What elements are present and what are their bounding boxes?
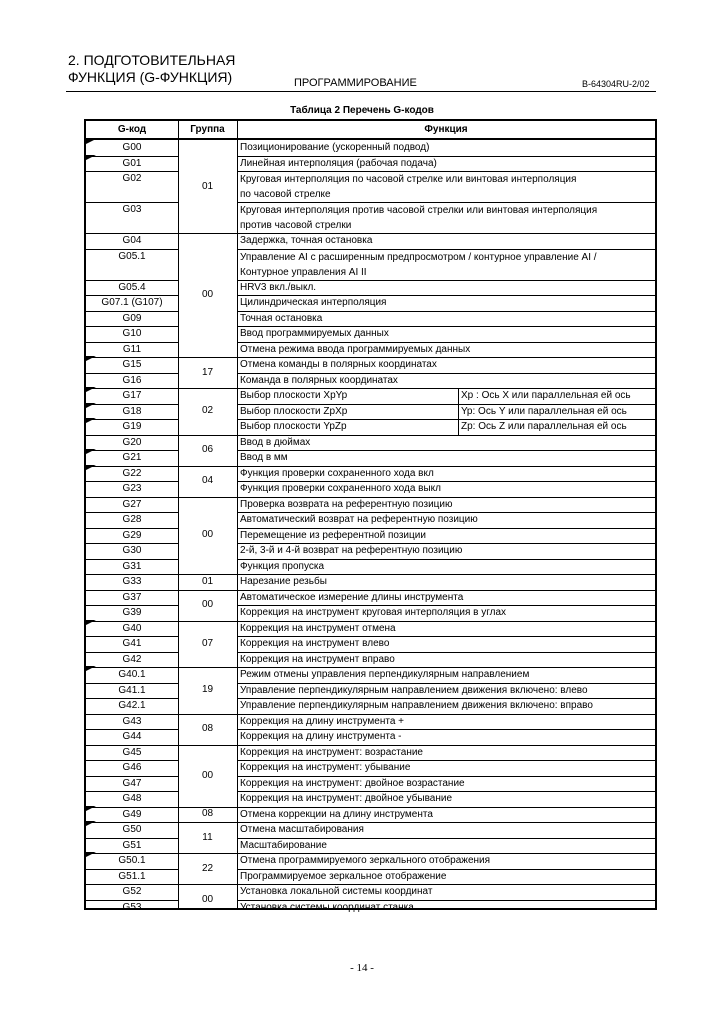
table-row-code: G50.1 — [118, 855, 146, 866]
table-row-code: G50 — [122, 824, 142, 835]
group-cell: 00 — [201, 893, 214, 905]
header-rule — [66, 91, 656, 92]
chapter-title-line1: 2. ПОДГОТОВИТЕЛЬНАЯ — [68, 52, 236, 68]
group-cell: 22 — [201, 862, 214, 874]
table-row-function: Масштабирование — [240, 839, 327, 851]
group-cell: 06 — [201, 444, 214, 455]
table-row-code: G31 — [122, 560, 142, 572]
default-marker-icon — [84, 449, 96, 455]
table-row-code: G28 — [122, 514, 142, 525]
table-row-code: G41.1 — [118, 684, 146, 696]
table-row-code: G46 — [122, 762, 142, 773]
table-row-function: Ввод в дюймах — [240, 436, 311, 448]
table-row-code: G05.1 — [118, 250, 146, 262]
group-cell: 04 — [201, 475, 214, 486]
group-cell: 00 — [201, 769, 214, 781]
table-row-function: Управление перпендикулярным направлением движения включено: влево — [240, 684, 588, 696]
table-row-code: G03 — [122, 204, 142, 215]
default-marker-icon — [84, 139, 96, 145]
group-cell: 01 — [201, 180, 214, 192]
table-row-function: Коррекция на инструмент: убывание — [240, 762, 411, 773]
table-row-code: G01 — [122, 157, 142, 169]
table-row-function: Отмена программируемого зеркального отображения — [240, 855, 491, 866]
default-marker-icon — [84, 356, 96, 362]
default-marker-icon — [84, 387, 96, 393]
group-cell: 08 — [201, 723, 214, 734]
table-row-function: Управление перпендикулярным направлением движения включено: вправо — [240, 700, 593, 711]
table-row-function: Коррекция на длину инструмента - — [240, 731, 402, 742]
plane-note: Yp: Ось Y или параллельная ей ось — [461, 405, 627, 417]
plane-note: Zp: Ось Z или параллельная ей ось — [461, 421, 627, 432]
table-row-code: G11 — [122, 343, 142, 355]
chapter-title — [68, 52, 235, 86]
table-row-code: G47 — [122, 777, 142, 789]
table-row-function: Позиционирование (ускоренный подвод) — [240, 142, 430, 153]
table-row-code: G23 — [122, 483, 142, 494]
table-row-function: Выбор плоскости ZpXp — [240, 405, 348, 417]
group-cell: 00 — [201, 529, 214, 541]
table-row-function: Отмена масштабирования — [240, 824, 364, 835]
table-row-code: G19 — [122, 421, 142, 432]
table-row-code: G15 — [122, 359, 142, 370]
table-row-code: G27 — [122, 498, 142, 510]
table-row-function: Коррекция на инструмент влево — [240, 638, 390, 649]
table-row-function: Круговая интерполяция против часовой стрелки или винтовая интерполяция против часовой стрелки — [240, 205, 598, 231]
group-cell: 17 — [201, 366, 214, 378]
group-cell: 00 — [201, 599, 214, 610]
table-row-code: G10 — [122, 328, 142, 339]
group-cell: 11 — [202, 831, 213, 843]
table-row-code: G40 — [122, 622, 142, 634]
table-row-function: Выбор плоскости XpYp — [240, 390, 348, 401]
table-row-function: Функция проверки сохраненного хода выкл — [240, 483, 441, 494]
header-group: Группа — [178, 121, 237, 140]
table-row-function: Проверка возврата на референтную позицию — [240, 498, 453, 510]
document-code: B-64304RU-2/02 — [582, 79, 650, 89]
g-code-table — [84, 119, 657, 913]
table-row-code: G16 — [122, 374, 142, 386]
table-row-function: Ввод в мм — [240, 452, 288, 463]
table-row-function: Перемещение из референтной позиции — [240, 529, 426, 541]
table-row-function: Коррекция на инструмент круговая интерполяция в углах — [240, 607, 507, 618]
table-row-function: Отмена коррекции на длину инструмента — [240, 808, 433, 820]
table-row-code: G00 — [122, 142, 142, 153]
table-row-code: G44 — [122, 731, 142, 742]
table-row-code: G05.4 — [118, 281, 146, 293]
default-marker-icon — [84, 806, 96, 812]
table-row-code: G52 — [122, 886, 142, 897]
table-caption: Таблица 2 Перечень G-кодов — [290, 105, 434, 116]
table-row-function: Точная остановка — [240, 312, 323, 324]
table-row-code: G40.1 — [118, 669, 146, 680]
plane-note: Xp : Ось X или параллельная ей ось — [461, 390, 631, 401]
table-row-code: G39 — [122, 607, 142, 618]
table-row-function: Отмена команды в полярных координатах — [240, 359, 437, 370]
table-row-code: G33 — [122, 576, 142, 587]
group-cell: 08 — [201, 808, 214, 820]
default-marker-icon — [84, 620, 96, 626]
table-row-function: Установка системы координат станка — [240, 901, 414, 913]
group-cell: 01 — [201, 575, 214, 587]
table-row-code: G09 — [122, 312, 142, 324]
table-row-code: G49 — [122, 808, 142, 820]
table-row-code: G21 — [122, 452, 142, 463]
table-row-function: Нарезание резьбы — [240, 576, 327, 587]
table-row-code: G43 — [122, 715, 142, 727]
table-row-function: Автоматический возврат на референтную позицию — [240, 514, 478, 525]
table-row-code: G48 — [122, 793, 142, 804]
table-row-code: G51 — [122, 839, 142, 851]
table-row-function: Коррекция на длину инструмента + — [240, 715, 405, 727]
table-row-code: G04 — [122, 235, 142, 246]
table-row-function: 2-й, 3-й и 4-й возврат на референтную позицию — [240, 545, 463, 556]
group-cell: 19 — [201, 684, 214, 696]
group-cell: 07 — [201, 637, 214, 649]
table-row-code: G42 — [122, 653, 142, 665]
table-row-function: Ввод программируемых данных — [240, 328, 389, 339]
table-row-function: Управление AI с расширенным предпросмотром / контурное управление AI / Контурное управления AI II — [240, 251, 597, 278]
table-row-function: Коррекция на инструмент вправо — [240, 653, 395, 665]
table-row-function: Команда в полярных координатах — [240, 374, 398, 386]
default-marker-icon — [84, 403, 96, 409]
default-marker-icon — [84, 465, 96, 471]
table-row-function: Установка локальной системы координат — [240, 886, 433, 897]
group-cell: 02 — [201, 405, 214, 417]
table-row-function: Функция проверки сохраненного хода вкл — [240, 467, 434, 479]
page-number: - 14 - — [350, 962, 374, 974]
table-row-function: Выбор плоскости YpZp — [240, 421, 347, 432]
default-marker-icon — [84, 666, 96, 672]
default-marker-icon — [84, 821, 96, 827]
default-marker-icon — [84, 852, 96, 858]
table-row-function: HRV3 вкл./выкл. — [240, 281, 317, 293]
table-row-function: Программируемое зеркальное отображение — [240, 870, 447, 882]
table-row-code: G51.1 — [118, 870, 146, 882]
table-row-code: G02 — [122, 173, 142, 184]
table-row-function: Функция пропуска — [240, 560, 325, 572]
section-title: ПРОГРАММИРОВАНИЕ — [294, 77, 417, 89]
default-marker-icon — [84, 155, 96, 161]
chapter-title-line2: ФУНКЦИЯ (G-ФУНКЦИЯ) — [68, 69, 233, 85]
table-row-code: G30 — [122, 545, 142, 556]
table-row-code: G17 — [122, 390, 142, 401]
table-row-function: Цилиндрическая интерполяция — [240, 297, 387, 308]
table-row-function: Коррекция на инструмент: двойное возрастание — [240, 777, 465, 789]
table-row-code: G37 — [122, 591, 142, 603]
table-row-code: G41 — [122, 638, 142, 649]
table-row-function: Отмена режима ввода программируемых данных — [240, 343, 471, 355]
table-row-function: Коррекция на инструмент: возрастание — [240, 746, 423, 758]
table-row-function: Линейная интерполяция (рабочая подача) — [240, 157, 437, 169]
table-row-code: G18 — [122, 405, 142, 417]
header-function: Функция — [237, 121, 655, 140]
table-row-code: G20 — [122, 436, 142, 448]
table-row-function: Коррекция на инструмент отмена — [240, 622, 396, 634]
table-row-function: Задержка, точная остановка — [240, 235, 373, 246]
table-row-code: G42.1 — [118, 700, 146, 711]
table-row-function: Круговая интерполяция по часовой стрелке или винтовая интерполяция по часовой стрелке — [240, 174, 577, 200]
table-row-function: Автоматическое измерение длины инструмента — [240, 591, 464, 603]
table-row-code: G29 — [122, 529, 142, 541]
table-row-code: G53 — [122, 901, 142, 913]
table-row-code: G07.1 (G107) — [101, 297, 163, 308]
table-row-function: Режим отмены управления перпендикулярным направлением — [240, 669, 530, 680]
table-row-function: Коррекция на инструмент: двойное убывание — [240, 793, 453, 804]
header-g-code: G-код — [86, 121, 178, 140]
table-row-code: G45 — [122, 746, 142, 758]
table-row-code: G22 — [122, 467, 142, 479]
group-cell: 00 — [201, 289, 214, 300]
default-marker-icon — [84, 418, 96, 424]
